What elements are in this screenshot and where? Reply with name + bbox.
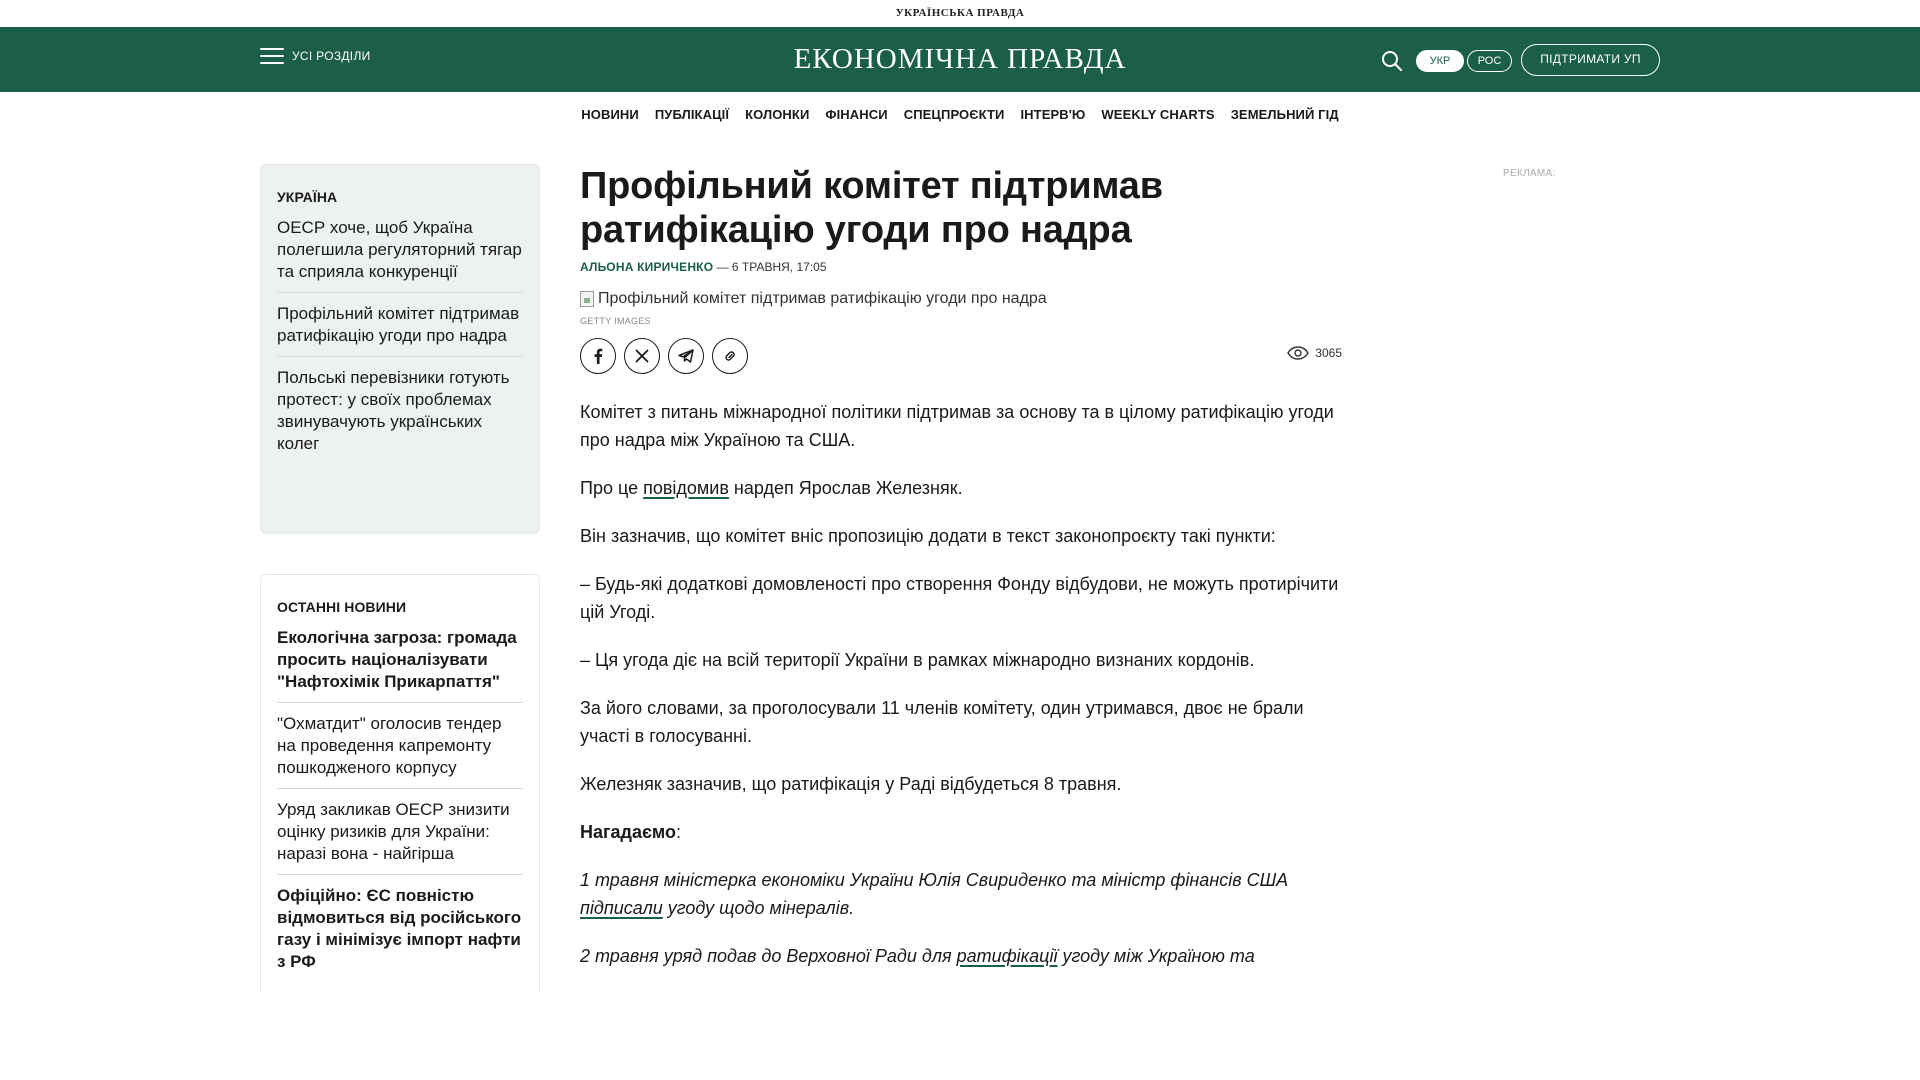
search-icon[interactable] [1380,49,1404,73]
paragraph-text: нардеп Ярослав Железняк. [728,478,963,498]
eye-icon [1287,346,1309,360]
list-item[interactable]: Профільний комітет підтримав ратифікацію угоди про надра [277,293,523,357]
signed-link[interactable]: підписали [580,898,663,918]
lang-ros-button[interactable]: РОС [1467,50,1512,72]
paragraph-text: угоду щодо мінералів. [662,898,855,918]
site-header [0,27,1920,92]
lang-ukr-button[interactable]: УКР [1416,50,1464,72]
reminder-label: Нагадаємо [580,822,676,842]
paragraph-text: 2 травня уряд подав до Верховної Ради для [580,946,957,966]
list-item[interactable]: Офіційно: ЄС повністю відмовиться від російського газу і мінімізує імпорт нафти з РФ [277,886,522,971]
facebook-share-button[interactable] [580,338,616,374]
share-row [580,338,1342,374]
article [580,164,1342,990]
paragraph [580,474,1342,502]
all-sections-label: УСІ РОЗДІЛИ [292,49,371,63]
paragraph: – Ця угода діє на всій території України в рамках міжнародно визнаних кордонів. [580,650,1255,670]
list-item[interactable]: Уряд закликав ОЕСР знизити оцінку ризиків для України: наразі вона - найгірша [277,789,523,875]
byline [580,260,1342,274]
viewport-bottom-mask [0,992,1920,1080]
paragraph [580,942,1342,970]
broken-image-icon [580,291,594,307]
source-link[interactable]: повідомив [643,478,729,498]
view-counter [1287,346,1342,360]
x-icon [634,348,650,364]
author-link[interactable]: АЛЬОНА КИРИЧЕНКО [580,260,714,274]
paragraph: Він зазначив, що комітет вніс пропозицію додати в текст законопроєкту такі пункти: [580,526,1276,546]
list-item[interactable]: ОЕСР хоче, щоб Україна полегшила регуляторний тягар та сприяла конкуренції [277,215,523,293]
nav-land-guide[interactable]: ЗЕМЕЛЬНИЙ ГІД [1230,106,1339,122]
nav-interview[interactable]: ІНТЕРВ'Ю [1020,106,1086,122]
main-nav [0,92,1920,136]
nav-news[interactable]: НОВИНИ [581,106,639,122]
view-count: 3065 [1315,346,1342,360]
facebook-icon [589,347,607,365]
list-item[interactable]: "Охматдит" оголосив тендер на проведення капремонту пошкодженого корпусу [277,703,523,789]
list-item[interactable]: Польські перевізники готують протест: у своїх проблемах звинувачують українських колег [277,368,510,453]
up-brand-link[interactable]: УКРАЇНСЬКА ПРАВДА [895,7,1025,19]
paragraph: – Будь-які додаткові домовленості про створення Фонду відбудови, не можуть протирічити цій Угоді. [580,574,1339,622]
image-alt-text: Профільний комітет підтримав ратифікацію угоди про надра [598,290,1047,307]
ukraine-news-card [260,164,540,534]
paragraph-text: : [675,822,681,842]
nav-columns[interactable]: КОЛОНКИ [745,106,810,122]
article-body [580,398,1342,970]
x-share-button[interactable] [624,338,660,374]
latest-news-title[interactable]: ОСТАННІ НОВИНИ [277,599,407,615]
nav-publications[interactable]: ПУБЛІКАЦІЇ [654,106,730,122]
paragraph [580,818,1342,846]
image-credit: GETTY IMAGES [580,316,651,326]
all-sections-button[interactable] [260,48,371,64]
paragraph-text: угоду між Україною та [1057,946,1255,966]
hamburger-icon [260,48,284,64]
site-logo[interactable]: ЕКОНОМІЧНА ПРАВДА [793,43,1127,75]
link-icon [722,348,738,364]
paragraph: Комітет з питань міжнародної політики підтримав за основу та в цілому ратифікацію угоди про надра між Україною та США. [580,402,1334,450]
paragraph-text: Про це [580,478,644,498]
paragraph: Железняк зазначив, що ратифікація у Раді відбудеться 8 травня. [580,774,1122,794]
ad-label: РЕКЛАМА: [1503,168,1556,179]
nav-special-projects[interactable]: СПЕЦПРОЄКТИ [903,106,1005,122]
telegram-icon [677,347,695,365]
top-strip [0,0,1920,27]
article-image [580,290,1342,308]
paragraph-text: 1 травня міністерка економіки України Юлія Свириденко та міністр фінансів США [580,870,1289,890]
paragraph: За його словами, за проголосували 11 членів комітету, один утримався, двоє не брали участі в голосуванні. [580,698,1304,746]
telegram-share-button[interactable] [668,338,704,374]
paragraph [580,866,1342,922]
latest-news-card [260,574,540,1004]
ratification-link[interactable]: ратифікації [956,946,1058,966]
article-title: Профільний комітет підтримав ратифікацію угоди про надра [580,165,1163,251]
copy-link-button[interactable] [712,338,748,374]
nav-finance[interactable]: ФІНАНСИ [825,106,888,122]
list-item[interactable]: Екологічна загроза: громада просить націоналізувати "Нафтохімік Прикарпаття" [277,625,523,703]
publish-date: — 6 ТРАВНЯ, 17:05 [713,260,827,274]
ukraine-section-title[interactable]: УКРАЇНА [277,189,338,205]
support-button[interactable]: ПІДТРИМАТИ УП [1521,44,1660,76]
nav-weekly-charts[interactable]: WEEKLY CHARTS [1101,106,1215,122]
